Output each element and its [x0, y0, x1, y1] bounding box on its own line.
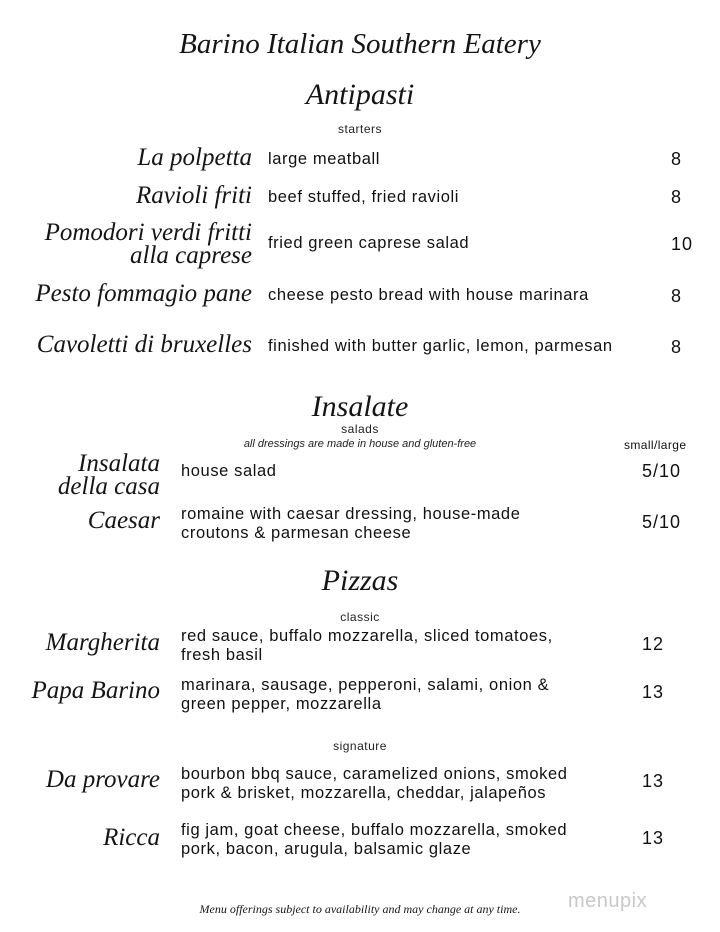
item-price: 8 — [671, 187, 683, 207]
item-description-line1: red sauce, buffalo mozzarella, sliced tomatoes, — [181, 627, 553, 645]
item-name: Caesar — [87, 507, 160, 534]
watermark: menupix — [568, 890, 648, 912]
item-price: 8 — [671, 149, 683, 169]
item-description: large meatball — [268, 150, 381, 168]
section-title-pizzas: Pizzas — [321, 564, 399, 597]
item-price: 8 — [671, 337, 683, 357]
availability-footer: Menu offerings subject to availability and may change at any time. — [199, 902, 521, 916]
item-name: Margherita — [45, 629, 160, 656]
item-name: Ricca — [103, 824, 160, 851]
item-name: Papa Barino — [31, 677, 160, 704]
item-description-line1: marinara, sausage, pepperoni, salami, onion & — [181, 676, 550, 694]
item-description-line1: romaine with caesar dressing, house-made — [181, 505, 521, 523]
item-description-line2: croutons & parmesan cheese — [181, 524, 412, 542]
item-price: 13 — [642, 771, 665, 791]
item-name: Ravioli friti — [136, 182, 252, 209]
item-description-line2: green pepper, mozzarella — [181, 695, 382, 713]
item-price: 8 — [671, 286, 683, 306]
item-name: Da provare — [45, 766, 160, 793]
item-price: 13 — [642, 828, 665, 848]
item-description-line1: bourbon bbq sauce, caramelized onions, smoked — [181, 765, 568, 783]
item-name: Pesto fommagio pane — [35, 280, 252, 307]
item-name: La polpetta — [137, 144, 252, 171]
item-description-line1: fig jam, goat cheese, buffalo mozzarella, smoked — [181, 821, 568, 839]
item-description-line2: pork, bacon, arugula, balsamic glaze — [181, 840, 472, 858]
section-subtitle-insalate: salads — [341, 422, 379, 436]
pizza-classic-label: classic — [340, 610, 380, 624]
item-name-line1: Insalata — [78, 450, 160, 477]
item-price: 12 — [642, 634, 665, 654]
item-description: finished with butter garlic, lemon, parmesan — [268, 337, 613, 355]
item-name-line2: alla caprese — [130, 242, 252, 269]
section-title-antipasti: Antipasti — [305, 78, 415, 111]
item-price: 10 — [671, 234, 694, 254]
item-name-line1: Pomodori verdi fritti — [44, 219, 252, 246]
item-price: 5/10 — [642, 461, 682, 481]
item-description: fried green caprese salad — [268, 234, 470, 252]
item-price: 5/10 — [642, 512, 682, 532]
pizza-signature-label: signature — [333, 739, 387, 753]
item-description: cheese pesto bread with house marinara — [268, 286, 589, 304]
restaurant-name: Barino Italian Southern Eatery — [179, 28, 541, 60]
item-name-line2: della casa — [57, 473, 160, 500]
item-description-line2: fresh basil — [181, 646, 263, 664]
item-price: 13 — [642, 682, 665, 702]
section-title-insalate: Insalate — [311, 390, 409, 423]
item-description-line2: pork & brisket, mozzarella, cheddar, jalapeños — [181, 784, 547, 802]
item-description: beef stuffed, fried ravioli — [268, 188, 460, 206]
section-subtitle-antipasti: starters — [337, 122, 382, 136]
item-name: Cavoletti di bruxelles — [36, 331, 252, 358]
item-description: house salad — [181, 462, 277, 480]
dressing-note: all dressings are made in house and gluten-free — [243, 438, 477, 450]
size-header: small/large — [624, 438, 687, 452]
